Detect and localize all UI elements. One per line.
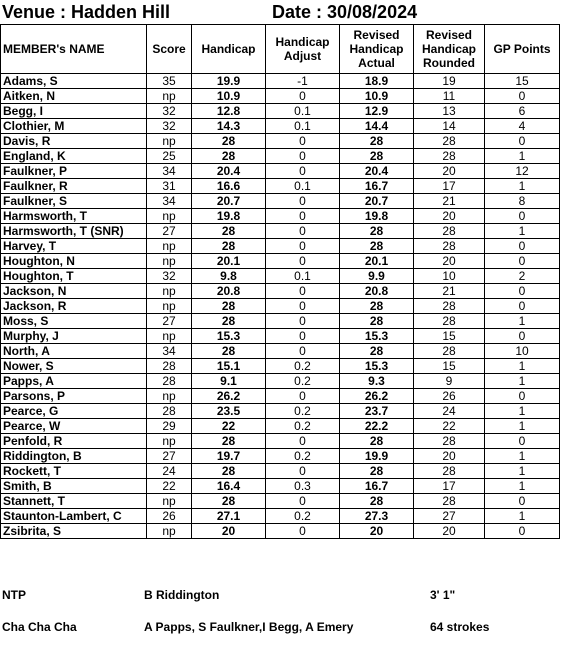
- handicap-cell: 28: [192, 224, 266, 239]
- handicap-adjust-cell: 0: [266, 389, 340, 404]
- score-cell: np: [147, 209, 192, 224]
- table-row: [1, 524, 560, 539]
- revised-rounded-cell: 20: [414, 254, 485, 269]
- revised-actual-cell: 22.2: [340, 419, 414, 434]
- handicap-cell: 28: [192, 464, 266, 479]
- gp-points-cell: 1: [485, 509, 560, 524]
- revised-rounded-cell: 28: [414, 314, 485, 329]
- table-row: [1, 149, 560, 164]
- member-name-cell: Houghton, N: [1, 254, 147, 269]
- member-name-cell: Houghton, T: [1, 269, 147, 284]
- revised-actual-cell: 28: [340, 314, 414, 329]
- table-row: [1, 269, 560, 284]
- revised-rounded-cell: 19: [414, 74, 485, 89]
- revised-actual-cell: 28: [340, 239, 414, 254]
- handicap-cell: 28: [192, 239, 266, 254]
- handicap-adjust-cell: 0.1: [266, 119, 340, 134]
- score-cell: 28: [147, 374, 192, 389]
- revised-actual-cell: 19.8: [340, 209, 414, 224]
- handicap-cell: 20.8: [192, 284, 266, 299]
- revised-actual-cell: 16.7: [340, 479, 414, 494]
- gp-points-cell: 1: [485, 419, 560, 434]
- score-cell: np: [147, 329, 192, 344]
- handicap-adjust-cell: 0: [266, 254, 340, 269]
- revised-rounded-cell: 28: [414, 494, 485, 509]
- member-name-cell: Pearce, W: [1, 419, 147, 434]
- column-header-name: MEMBER's NAME: [1, 25, 147, 74]
- table-row: [1, 284, 560, 299]
- table-row: [1, 119, 560, 134]
- revised-actual-cell: 20.4: [340, 164, 414, 179]
- gp-points-cell: 1: [485, 479, 560, 494]
- table-row: [1, 254, 560, 269]
- revised-actual-cell: 18.9: [340, 74, 414, 89]
- handicap-cell: 14.3: [192, 119, 266, 134]
- table-row: [1, 404, 560, 419]
- revised-rounded-cell: 28: [414, 134, 485, 149]
- revised-rounded-cell: 28: [414, 464, 485, 479]
- member-name-cell: Smith, B: [1, 479, 147, 494]
- table-row: [1, 74, 560, 89]
- handicap-adjust-cell: 0: [266, 524, 340, 539]
- member-name-cell: Aitken, N: [1, 89, 147, 104]
- handicap-adjust-cell: 0.2: [266, 449, 340, 464]
- handicap-adjust-cell: 0: [266, 194, 340, 209]
- gp-points-cell: 0: [485, 209, 560, 224]
- revised-rounded-cell: 13: [414, 104, 485, 119]
- revised-rounded-cell: 17: [414, 479, 485, 494]
- gp-points-cell: 1: [485, 314, 560, 329]
- revised-actual-cell: 28: [340, 434, 414, 449]
- member-name-cell: Stannett, T: [1, 494, 147, 509]
- gp-points-cell: 0: [485, 239, 560, 254]
- member-name-cell: North, A: [1, 344, 147, 359]
- revised-rounded-cell: 24: [414, 404, 485, 419]
- revised-rounded-cell: 28: [414, 239, 485, 254]
- column-header-handicap: Handicap: [192, 25, 266, 74]
- score-cell: 28: [147, 404, 192, 419]
- gp-points-cell: 2: [485, 269, 560, 284]
- gp-points-cell: 0: [485, 494, 560, 509]
- revised-actual-cell: 16.7: [340, 179, 414, 194]
- table-header-row: [1, 25, 560, 74]
- table-row: [1, 134, 560, 149]
- revised-rounded-cell: 21: [414, 194, 485, 209]
- score-cell: 24: [147, 464, 192, 479]
- column-header-points: GP Points: [485, 25, 560, 74]
- footer-label: NTP: [2, 588, 26, 602]
- handicap-adjust-cell: 0.2: [266, 404, 340, 419]
- score-cell: np: [147, 389, 192, 404]
- table-row: [1, 344, 560, 359]
- table-row: [1, 419, 560, 434]
- revised-rounded-cell: 28: [414, 224, 485, 239]
- member-name-cell: Riddington, B: [1, 449, 147, 464]
- handicap-adjust-cell: 0: [266, 209, 340, 224]
- score-cell: 31: [147, 179, 192, 194]
- handicap-cell: 9.1: [192, 374, 266, 389]
- gp-points-cell: 0: [485, 329, 560, 344]
- handicap-adjust-cell: 0: [266, 89, 340, 104]
- handicap-cell: 27.1: [192, 509, 266, 524]
- venue-title: Venue : Hadden Hill: [2, 2, 171, 22]
- revised-actual-cell: 28: [340, 224, 414, 239]
- date-title: Date : 30/08/2024: [272, 2, 418, 22]
- handicap-adjust-cell: 0.1: [266, 269, 340, 284]
- score-cell: 35: [147, 74, 192, 89]
- score-cell: np: [147, 434, 192, 449]
- score-cell: np: [147, 89, 192, 104]
- revised-actual-cell: 19.9: [340, 449, 414, 464]
- score-cell: np: [147, 239, 192, 254]
- handicap-adjust-cell: 0: [266, 134, 340, 149]
- score-cell: 29: [147, 419, 192, 434]
- member-name-cell: Harmsworth, T: [1, 209, 147, 224]
- revised-rounded-cell: 20: [414, 449, 485, 464]
- revised-actual-cell: 28: [340, 134, 414, 149]
- revised-rounded-cell: 28: [414, 149, 485, 164]
- handicap-cell: 20.4: [192, 164, 266, 179]
- revised-rounded-cell: 26: [414, 389, 485, 404]
- gp-points-cell: 0: [485, 524, 560, 539]
- handicap-adjust-cell: 0.1: [266, 104, 340, 119]
- table-row: [1, 194, 560, 209]
- score-cell: np: [147, 134, 192, 149]
- gp-points-cell: 1: [485, 404, 560, 419]
- score-cell: 27: [147, 224, 192, 239]
- handicap-cell: 23.5: [192, 404, 266, 419]
- gp-points-cell: 1: [485, 464, 560, 479]
- gp-points-cell: 8: [485, 194, 560, 209]
- score-cell: 28: [147, 359, 192, 374]
- revised-actual-cell: 9.9: [340, 269, 414, 284]
- handicap-adjust-cell: 0.2: [266, 359, 340, 374]
- footer-detail: B Riddington: [144, 588, 220, 602]
- table-row: [1, 479, 560, 494]
- handicap-cell: 28: [192, 314, 266, 329]
- handicap-cell: 22: [192, 419, 266, 434]
- table-row: [1, 329, 560, 344]
- handicap-cell: 19.8: [192, 209, 266, 224]
- handicap-cell: 15.3: [192, 329, 266, 344]
- table-row: [1, 314, 560, 329]
- member-name-cell: Nower, S: [1, 359, 147, 374]
- table-row: [1, 164, 560, 179]
- score-cell: 34: [147, 344, 192, 359]
- revised-rounded-cell: 22: [414, 419, 485, 434]
- handicap-adjust-cell: 0: [266, 239, 340, 254]
- handicap-cell: 28: [192, 344, 266, 359]
- revised-rounded-cell: 11: [414, 89, 485, 104]
- handicap-adjust-cell: 0: [266, 314, 340, 329]
- member-name-cell: Faulkner, P: [1, 164, 147, 179]
- score-cell: 32: [147, 119, 192, 134]
- handicap-cell: 9.8: [192, 269, 266, 284]
- revised-actual-cell: 28: [340, 149, 414, 164]
- member-name-cell: Parsons, P: [1, 389, 147, 404]
- score-cell: 25: [147, 149, 192, 164]
- revised-rounded-cell: 20: [414, 524, 485, 539]
- handicap-adjust-cell: 0: [266, 299, 340, 314]
- handicap-adjust-cell: 0: [266, 464, 340, 479]
- revised-actual-cell: 27.3: [340, 509, 414, 524]
- score-cell: np: [147, 284, 192, 299]
- footer-detail: A Papps, S Faulkner,I Begg, A Emery: [144, 620, 354, 634]
- revised-actual-cell: 9.3: [340, 374, 414, 389]
- gp-points-cell: 10: [485, 344, 560, 359]
- table-row: [1, 299, 560, 314]
- revised-actual-cell: 20.1: [340, 254, 414, 269]
- handicap-cell: 16.4: [192, 479, 266, 494]
- member-name-cell: Pearce, G: [1, 404, 147, 419]
- table-row: [1, 434, 560, 449]
- score-cell: np: [147, 524, 192, 539]
- table-row: [1, 224, 560, 239]
- revised-actual-cell: 15.3: [340, 359, 414, 374]
- table-row: [1, 464, 560, 479]
- revised-rounded-cell: 17: [414, 179, 485, 194]
- handicap-cell: 28: [192, 299, 266, 314]
- handicap-adjust-cell: 0: [266, 164, 340, 179]
- member-name-cell: Faulkner, R: [1, 179, 147, 194]
- revised-rounded-cell: 15: [414, 359, 485, 374]
- footer-value: 3' 1": [430, 588, 456, 602]
- table-row: [1, 449, 560, 464]
- handicap-cell: 26.2: [192, 389, 266, 404]
- gp-points-cell: 15: [485, 74, 560, 89]
- gp-points-cell: 0: [485, 434, 560, 449]
- handicap-cell: 28: [192, 149, 266, 164]
- member-name-cell: Harmsworth, T (SNR): [1, 224, 147, 239]
- handicap-adjust-cell: 0: [266, 284, 340, 299]
- member-name-cell: Adams, S: [1, 74, 147, 89]
- column-header-adjust: Handicap Adjust: [266, 25, 340, 74]
- revised-actual-cell: 15.3: [340, 329, 414, 344]
- gp-points-cell: 0: [485, 299, 560, 314]
- revised-actual-cell: 20.7: [340, 194, 414, 209]
- table-row: [1, 494, 560, 509]
- member-name-cell: England, K: [1, 149, 147, 164]
- table-row: [1, 209, 560, 224]
- member-name-cell: Papps, A: [1, 374, 147, 389]
- table-row: [1, 389, 560, 404]
- handicap-cell: 16.6: [192, 179, 266, 194]
- handicap-adjust-cell: 0: [266, 149, 340, 164]
- member-name-cell: Murphy, J: [1, 329, 147, 344]
- handicap-adjust-cell: 0.1: [266, 179, 340, 194]
- revised-rounded-cell: 10: [414, 269, 485, 284]
- revised-actual-cell: 12.9: [340, 104, 414, 119]
- gp-points-cell: 0: [485, 134, 560, 149]
- member-name-cell: Faulkner, S: [1, 194, 147, 209]
- member-name-cell: Zsibrita, S: [1, 524, 147, 539]
- revised-actual-cell: 20: [340, 524, 414, 539]
- revised-actual-cell: 28: [340, 464, 414, 479]
- revised-actual-cell: 23.7: [340, 404, 414, 419]
- revised-rounded-cell: 15: [414, 329, 485, 344]
- gp-points-cell: 4: [485, 119, 560, 134]
- revised-actual-cell: 14.4: [340, 119, 414, 134]
- revised-rounded-cell: 20: [414, 209, 485, 224]
- revised-rounded-cell: 27: [414, 509, 485, 524]
- gp-points-cell: 12: [485, 164, 560, 179]
- handicap-adjust-cell: 0: [266, 329, 340, 344]
- handicap-adjust-cell: 0.3: [266, 479, 340, 494]
- handicap-cell: 12.8: [192, 104, 266, 119]
- revised-rounded-cell: 28: [414, 299, 485, 314]
- handicap-adjust-cell: 0.2: [266, 374, 340, 389]
- score-cell: 32: [147, 269, 192, 284]
- handicap-cell: 20: [192, 524, 266, 539]
- gp-points-cell: 1: [485, 374, 560, 389]
- score-cell: 32: [147, 104, 192, 119]
- revised-rounded-cell: 21: [414, 284, 485, 299]
- revised-rounded-cell: 9: [414, 374, 485, 389]
- revised-rounded-cell: 14: [414, 119, 485, 134]
- handicap-adjust-cell: 0: [266, 224, 340, 239]
- member-name-cell: Begg, I: [1, 104, 147, 119]
- gp-points-cell: 0: [485, 389, 560, 404]
- handicap-cell: 15.1: [192, 359, 266, 374]
- revised-rounded-cell: 28: [414, 344, 485, 359]
- score-cell: 26: [147, 509, 192, 524]
- table-row: [1, 509, 560, 524]
- member-name-cell: Rockett, T: [1, 464, 147, 479]
- revised-actual-cell: 20.8: [340, 284, 414, 299]
- column-header-score: Score: [147, 25, 192, 74]
- handicap-adjust-cell: 0.2: [266, 509, 340, 524]
- score-cell: np: [147, 254, 192, 269]
- score-cell: 27: [147, 449, 192, 464]
- member-name-cell: Moss, S: [1, 314, 147, 329]
- table-row: [1, 89, 560, 104]
- score-cell: np: [147, 494, 192, 509]
- gp-points-cell: 0: [485, 254, 560, 269]
- gp-points-cell: 1: [485, 224, 560, 239]
- gp-points-cell: 1: [485, 179, 560, 194]
- member-name-cell: Jackson, N: [1, 284, 147, 299]
- member-name-cell: Staunton-Lambert, C: [1, 509, 147, 524]
- footer-label: Cha Cha Cha: [2, 620, 77, 634]
- table-row: [1, 104, 560, 119]
- score-cell: 34: [147, 164, 192, 179]
- scores-table: [0, 24, 560, 539]
- table-row: [1, 179, 560, 194]
- handicap-adjust-cell: 0: [266, 344, 340, 359]
- handicap-cell: 19.7: [192, 449, 266, 464]
- revised-actual-cell: 28: [340, 494, 414, 509]
- handicap-cell: 20.1: [192, 254, 266, 269]
- gp-points-cell: 6: [485, 104, 560, 119]
- handicap-adjust-cell: -1: [266, 74, 340, 89]
- handicap-adjust-cell: 0: [266, 434, 340, 449]
- footer-value: 64 strokes: [430, 620, 490, 634]
- revised-actual-cell: 26.2: [340, 389, 414, 404]
- score-cell: 27: [147, 314, 192, 329]
- member-name-cell: Clothier, M: [1, 119, 147, 134]
- gp-points-cell: 1: [485, 449, 560, 464]
- table-row: [1, 359, 560, 374]
- gp-points-cell: 1: [485, 359, 560, 374]
- table-body: [1, 74, 560, 539]
- gp-points-cell: 0: [485, 89, 560, 104]
- revised-actual-cell: 28: [340, 299, 414, 314]
- gp-points-cell: 1: [485, 149, 560, 164]
- page-header: [2, 2, 562, 24]
- member-name-cell: Davis, R: [1, 134, 147, 149]
- revised-actual-cell: 10.9: [340, 89, 414, 104]
- member-name-cell: Harvey, T: [1, 239, 147, 254]
- handicap-cell: 28: [192, 494, 266, 509]
- column-header-rounded: Revised Handicap Rounded: [414, 25, 485, 74]
- gp-points-cell: 0: [485, 284, 560, 299]
- handicap-adjust-cell: 0: [266, 494, 340, 509]
- handicap-cell: 28: [192, 134, 266, 149]
- table-row: [1, 239, 560, 254]
- revised-rounded-cell: 28: [414, 434, 485, 449]
- table-row: [1, 374, 560, 389]
- member-name-cell: Jackson, R: [1, 299, 147, 314]
- revised-rounded-cell: 20: [414, 164, 485, 179]
- score-cell: 22: [147, 479, 192, 494]
- handicap-cell: 28: [192, 434, 266, 449]
- handicap-cell: 20.7: [192, 194, 266, 209]
- score-cell: 34: [147, 194, 192, 209]
- handicap-cell: 19.9: [192, 74, 266, 89]
- member-name-cell: Penfold, R: [1, 434, 147, 449]
- handicap-cell: 10.9: [192, 89, 266, 104]
- revised-actual-cell: 28: [340, 344, 414, 359]
- handicap-adjust-cell: 0.2: [266, 419, 340, 434]
- score-cell: np: [147, 299, 192, 314]
- column-header-actual: Revised Handicap Actual: [340, 25, 414, 74]
